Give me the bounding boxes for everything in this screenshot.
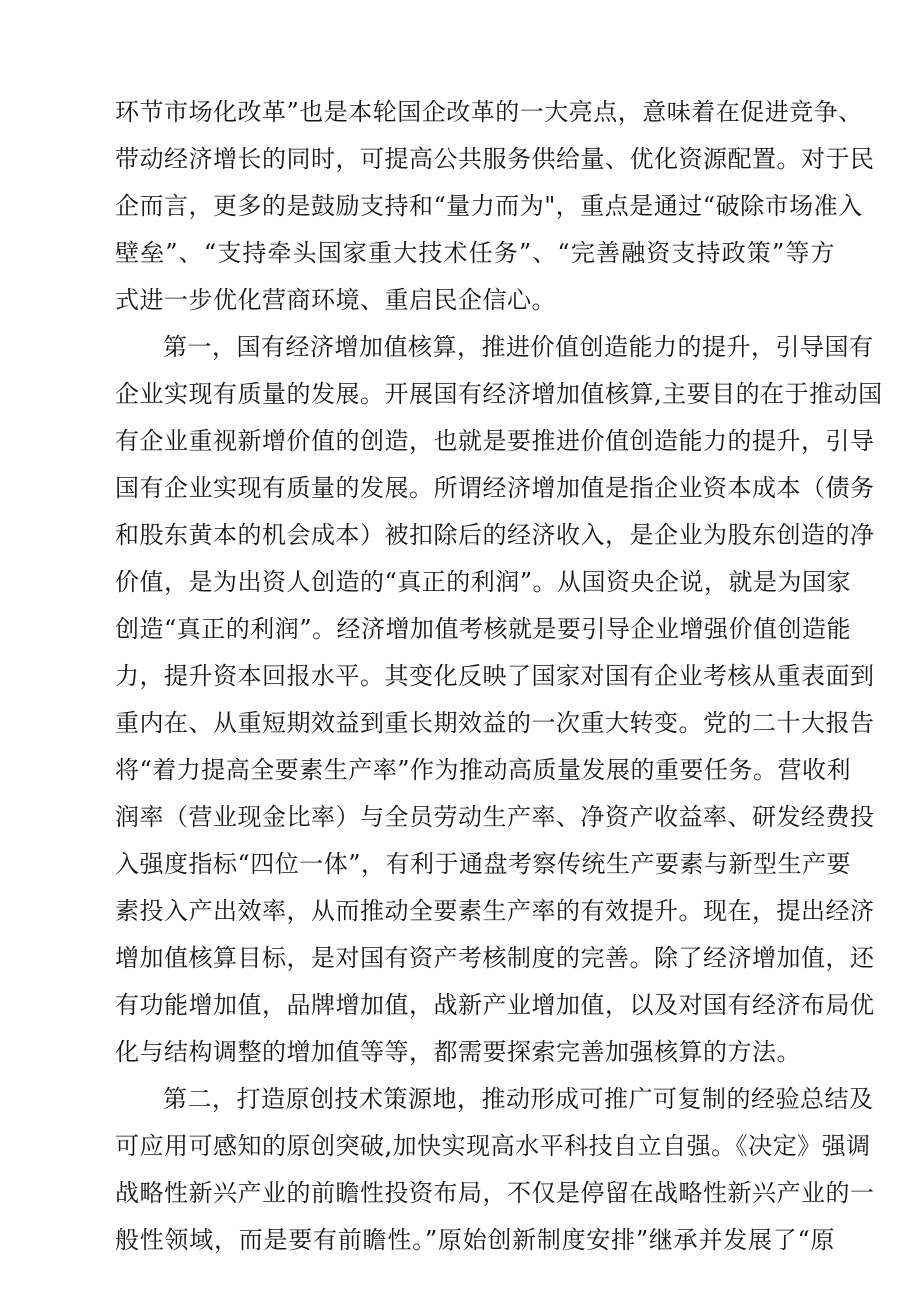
text-line: 增加值核算目标，是对国有资产考核制度的完善。除了经济增加值，还 <box>115 944 875 972</box>
text-line: 般性领域，而是要有前瞻性。”原始创新制度安排”继承并发展了“原 <box>115 1226 835 1254</box>
text-line: 价值，是为出资人创造的“真正的利润”。从国资央企说，就是为国家 <box>115 568 852 596</box>
text-line: 式进一步优化营商环境、重启民企信心。 <box>115 286 556 314</box>
text-line: 企而言，更多的是鼓励支持和“量力而为"，重点是通过“破除市场准入 <box>115 192 863 220</box>
text-line: 企业实现有质量的发展。开展国有经济增加值核算,主要目的在于推动国 <box>115 380 883 408</box>
text-line: 战略性新兴产业的前瞻性投资布局，不仅是停留在战略性新兴产业的一 <box>115 1179 875 1207</box>
text-line: 有企业重视新增价值的创造，也就是要推进价值创造能力的提升，引导 <box>115 427 875 455</box>
text-line: 和股东黄本的机会成本）被扣除后的经济收入，是企业为股东创造的净 <box>115 521 875 549</box>
text-line: 环节市场化改革”也是本轮国企改革的一大亮点，意味着在促进竞争、 <box>115 98 863 126</box>
text-line: 壁垒”、“支持牵头国家重大技术任务”、“完善融资支持政策”等方 <box>115 239 835 267</box>
text-line: 润率（营业现金比率）与全员劳动生产率、净资产收益率、研发经费投 <box>115 803 875 831</box>
text-line: 力，提升资本回报水平。其变化反映了国家对国有企业考核从重表面到 <box>115 662 875 690</box>
text-line: 可应用可感知的原创突破,加快实现高水平科技自立自强。《决定》强调 <box>115 1132 871 1160</box>
paragraph-first-line: 第一，国有经济增加值核算，推进价值创造能力的提升，引导国有 <box>163 333 874 361</box>
text-line: 入强度指标“四位一体”，有利于通盘考察传统生产要素与新型生产要 <box>115 850 852 878</box>
text-line: 国有企业实现有质量的发展。所谓经济增加值是指企业资本成本（债务 <box>115 474 875 502</box>
text-line: 有功能增加值，品牌增加值，战新产业增加值，以及对国有经济布局优 <box>115 991 875 1019</box>
text-line: 化与结构调整的增加值等等，都需要探索完善加强核算的方法。 <box>115 1038 801 1066</box>
text-line: 将“着力提高全要素生产率”作为推动高质量发展的重要任务。营收利 <box>115 756 852 784</box>
text-line: 带动经济增长的同时，可提高公共服务供给量、优化资源配置。对于民 <box>115 145 875 173</box>
text-line: 素投入产出效率，从而推动全要素生产率的有效提升。现在，提出经济 <box>115 897 875 925</box>
text-line: 重内在、从重短期效益到重长期效益的一次重大转变。党的二十大报告 <box>115 709 875 737</box>
paragraph-first-line: 第二，打造原创技术策源地，推动形成可推广可复制的经验总结及 <box>163 1085 874 1113</box>
text-line: 创造“真正的利润”。经济增加值考核就是要引导企业增强价值创造能 <box>115 615 852 643</box>
